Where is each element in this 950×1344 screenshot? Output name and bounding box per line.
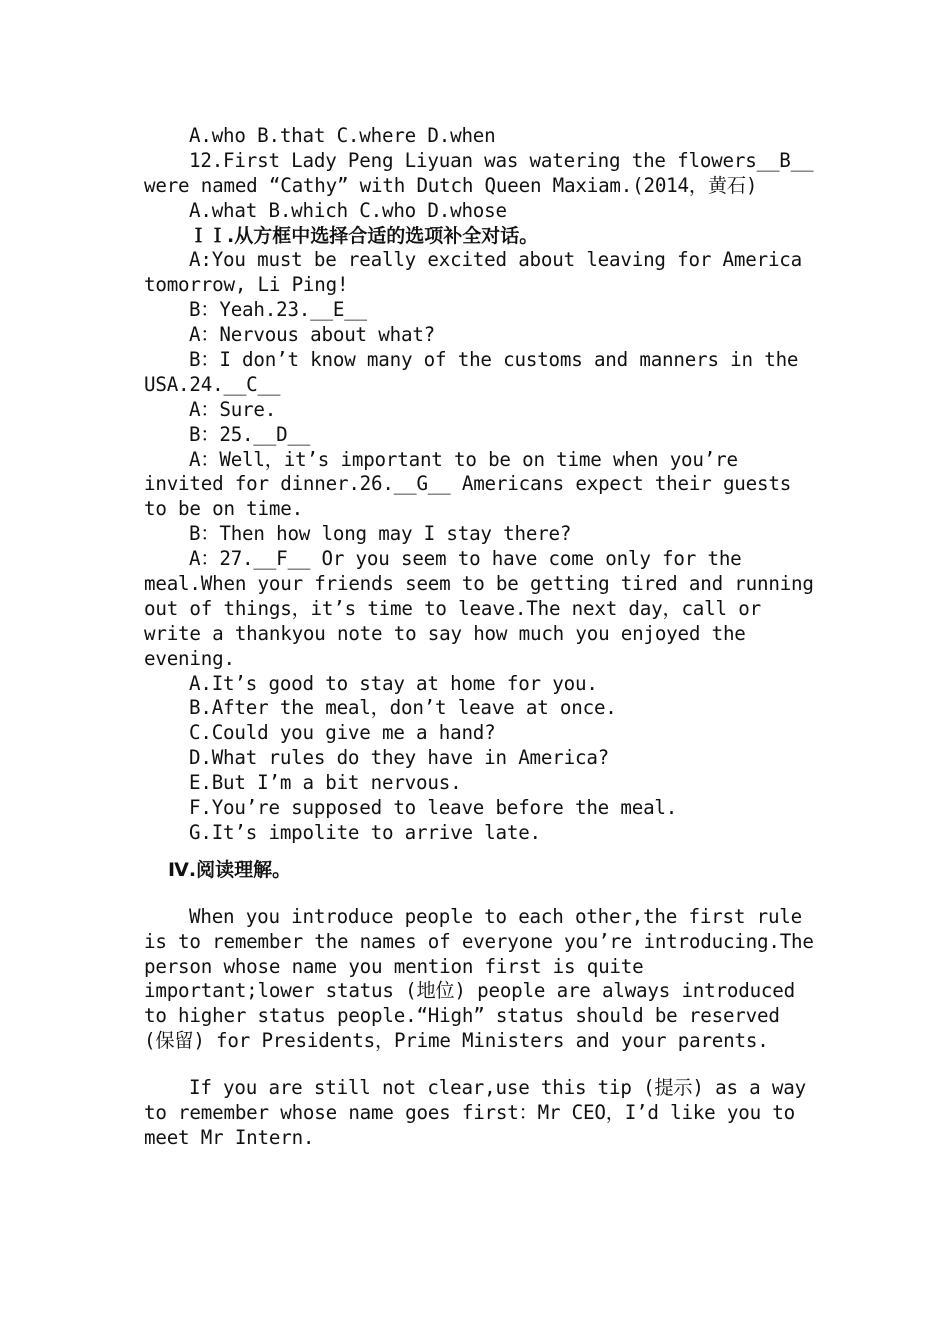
dialogue-line: USA.24.__C__	[144, 372, 281, 396]
paragraph-line: If you are still not clear,use this tip (提示) as a way	[189, 1076, 806, 1100]
q12-line-1: 12.First Lady Peng Liyuan was watering the flowers__B__	[189, 148, 814, 172]
paragraph-gap	[144, 1054, 814, 1076]
dialogue-line: A：Nervous about what?	[189, 323, 436, 347]
dialogue-line: meal.When your friends seem to be getting tired and running	[144, 572, 814, 596]
q11-options: A.who B.that C.where D.when	[189, 124, 496, 147]
dialogue-line: out of things，it’s time to leave.The next day，call or	[144, 596, 761, 620]
option-item: F.You’re supposed to leave before the meal.	[189, 796, 678, 820]
option-item: D.What rules do they have in America?	[189, 746, 610, 770]
section-2-heading: ＩＩ.从方框中选择合适的选项补全对话。	[189, 224, 539, 247]
paragraph-line: (保留) for Presidents，Prime Ministers and your parents.	[144, 1029, 769, 1053]
dialogue-line: B：Then how long may I stay there?	[189, 522, 572, 546]
paragraph-line: meet Mr Intern.	[144, 1125, 315, 1149]
dialogue-line: tomorrow, Li Ping!	[144, 273, 349, 297]
dialogue-line: B：25.__D__	[189, 422, 311, 446]
paragraph-line: person whose name you mention first is quite	[144, 954, 644, 978]
option-item: E.But I’m a bit nervous.	[189, 771, 462, 795]
dialogue-line: A：Sure.	[189, 397, 277, 421]
dialogue-line: B：Yeah.23.__E__	[189, 298, 367, 322]
option-item: B.After the meal，don’t leave at once.	[189, 696, 617, 720]
paragraph-line: important;lower status (地位) people are always introduced	[144, 979, 795, 1003]
dialogue-line: evening.	[144, 646, 235, 670]
dialogue-line: invited for dinner.26.__G__ Americans expect their guests	[144, 472, 792, 496]
q12-options: A.what B.which C.who D.whose	[189, 198, 507, 222]
paragraph-line: is to remember the names of everyone you’re introducing.The	[144, 929, 814, 953]
dialogue-line: A：27.__F__ Or you seem to have come only for the	[189, 547, 742, 571]
option-item: G.It’s impolite to arrive late.	[189, 820, 541, 844]
dialogue-line: B：I don’t know many of the customs and manners in the	[189, 348, 799, 372]
option-item: C.Could you give me a hand?	[189, 721, 496, 745]
dialogue-options	[144, 672, 814, 846]
paragraph-line: to higher status people.“High” status should be reserved	[144, 1004, 780, 1028]
reading-paragraph-1	[144, 905, 814, 1054]
paragraph-line: When you introduce people to each other,the first rule	[189, 904, 802, 928]
option-item: A.It’s good to stay at home for you.	[189, 671, 598, 695]
dialogue-line: write a thankyou note to say how much you enjoyed the	[144, 621, 746, 645]
dialogue-line: A:You must be really excited about leaving for America	[189, 248, 802, 272]
dialogue-line: A：Well，it’s important to be on time when you’re	[189, 447, 738, 471]
q12-line-2: were named “Cathy” with Dutch Queen Maxiam.(2014，黄石)	[144, 173, 758, 197]
paragraph-line: to remember whose name goes first：Mr CEO，I’d like you to	[144, 1100, 795, 1124]
dialogue-line: to be on time.	[144, 497, 303, 521]
section-4-heading: Ⅳ.阅读理解。	[168, 858, 292, 881]
reading-paragraph-2	[144, 1076, 814, 1151]
document-page	[144, 124, 814, 1151]
dialogue	[144, 248, 814, 671]
